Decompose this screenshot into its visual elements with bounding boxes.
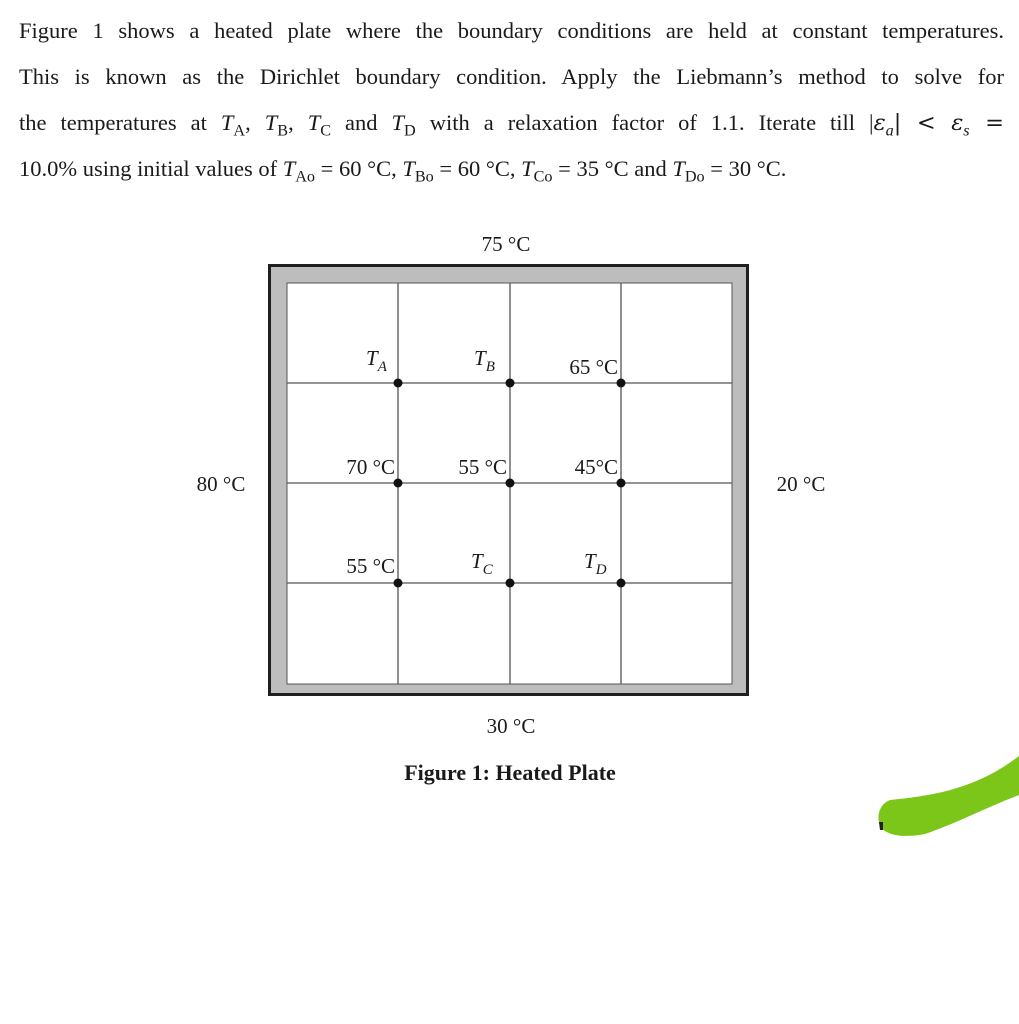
highlighter-underlay-tick bbox=[879, 822, 883, 830]
problem-text-run: T bbox=[391, 110, 405, 135]
node-r1c3-label: 65 °C bbox=[569, 355, 618, 379]
node-tb-dot bbox=[506, 379, 515, 388]
node-tc-dot bbox=[506, 579, 515, 588]
problem-text-run: = bbox=[969, 110, 1004, 136]
problem-text-run: , bbox=[288, 110, 308, 135]
node-ta-dot bbox=[394, 379, 403, 388]
left-boundary-temp: 80 °C bbox=[196, 472, 246, 496]
problem-text-run: C bbox=[320, 121, 332, 140]
node-r2c1-label: 70 °C bbox=[346, 455, 395, 479]
problem-text-run: and bbox=[331, 110, 392, 135]
node-r3c1-dot bbox=[394, 579, 403, 588]
node-r3c1-label: 55 °C bbox=[346, 554, 395, 578]
problem-text-run: Figure 1 shows a heated plate where the boundary conditions are held at constant temperatures. bbox=[19, 18, 1004, 43]
node-r2c2-label: 55 °C bbox=[458, 455, 507, 479]
node-r2c2-dot bbox=[506, 479, 515, 488]
problem-text-run: the temperatures at bbox=[19, 110, 221, 135]
node-td-dot bbox=[617, 579, 626, 588]
problem-text-run: Do bbox=[684, 167, 705, 186]
problem-text-run: T bbox=[307, 110, 321, 135]
problem-text-run: ε bbox=[951, 110, 964, 136]
node-r1c3-dot bbox=[617, 379, 626, 388]
node-ta-label: $T_A$ bbox=[366, 346, 387, 375]
node-r2c3-label: 45°C bbox=[574, 455, 618, 479]
problem-text-run: ε bbox=[873, 110, 886, 136]
problem-text-run: , bbox=[245, 110, 265, 135]
problem-text-run: = 30 °C. bbox=[704, 156, 787, 181]
node-tb-label: $T_B$ bbox=[474, 346, 495, 375]
problem-text-run: 10.0% using initial values of bbox=[19, 156, 283, 181]
problem-text-run: This is known as the Dirichlet boundary condition. Apply the Liebmann’s method to solve for bbox=[19, 64, 1004, 89]
problem-text-run: Co bbox=[533, 167, 553, 186]
problem-text-run: T bbox=[282, 156, 296, 181]
problem-text-run: = 60 °C, bbox=[433, 156, 522, 181]
node-r2c3-dot bbox=[617, 479, 626, 488]
problem-text-run: = 60 °C, bbox=[315, 156, 403, 181]
problem-text-run: T bbox=[402, 156, 415, 181]
problem-text-run: T bbox=[521, 156, 534, 181]
problem-text-run: | < bbox=[893, 110, 952, 136]
problem-text-run: T bbox=[220, 110, 234, 135]
problem-text-run: T bbox=[264, 110, 278, 135]
node-r2c1-dot bbox=[394, 479, 403, 488]
problem-text-run: T bbox=[672, 156, 685, 181]
top-boundary-temp: 75 °C bbox=[481, 232, 531, 256]
node-tc-label: $T_C$ bbox=[471, 549, 493, 578]
figure-caption: Figure 1: Heated Plate bbox=[404, 760, 616, 785]
problem-text-run: D bbox=[404, 121, 416, 140]
problem-text-run: B bbox=[277, 121, 289, 140]
problem-text-run: a bbox=[885, 121, 894, 140]
problem-text-run: Ao bbox=[295, 167, 316, 186]
problem-text-run: Bo bbox=[414, 167, 434, 186]
node-td-label: $T_D$ bbox=[584, 549, 607, 578]
green-highlighter-mark bbox=[878, 756, 1019, 836]
problem-text-run: with a relaxation factor of 1.1. Iterate till | bbox=[415, 110, 874, 135]
problem-text-run: = 35 °C and bbox=[552, 156, 673, 181]
problem-text-run: A bbox=[233, 121, 246, 140]
bottom-boundary-temp: 30 °C bbox=[486, 714, 536, 738]
right-boundary-temp: 20 °C bbox=[776, 472, 826, 496]
problem-text-run: s bbox=[963, 121, 970, 140]
